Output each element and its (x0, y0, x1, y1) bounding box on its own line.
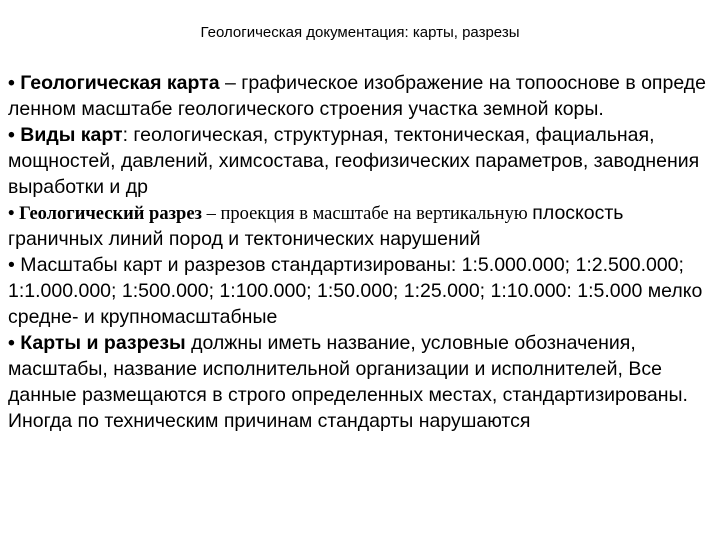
text-line (8, 122, 720, 148)
slide-title: Геологическая документация: карты, разрезы (200, 24, 520, 41)
text-line (8, 226, 720, 252)
bullet-geological-map (8, 70, 720, 122)
bullet-text: средне- и крупномасштабные (8, 306, 278, 328)
text-line (8, 252, 720, 278)
bullet-maps-and-sections (8, 330, 720, 434)
bullet-text: данные размещаются в строго определенных местах, стандартизированы. (8, 384, 688, 406)
bullet-text: мощностей, давлений, химсостава, геофизических параметров, заводнения (8, 150, 700, 172)
bullet-text: Иногда по техническим причинам стандарты нарушаются (8, 410, 531, 432)
text-line (8, 174, 720, 200)
bullet-map-types (8, 122, 720, 200)
text-line (8, 356, 720, 382)
bullet-text: – проекция в масштабе на вертикальную (201, 204, 533, 224)
slide-body (8, 70, 720, 434)
bullet-text: • Масштабы карт и разрезов стандартизированы: 1:5.000.000; 1:2.500.000; (8, 254, 684, 276)
text-line (8, 278, 720, 304)
bullet-text: должны иметь название, условные обозначения, (185, 332, 636, 354)
text-line (8, 200, 720, 226)
text-line (8, 304, 720, 330)
bullet-text: – графическое изображение на топооснове в опреде (219, 72, 706, 94)
bullet-text: масштабы, название исполнительной организации и исполнителей, Все (8, 358, 662, 380)
bullet-geological-section (8, 200, 720, 252)
text-line (8, 96, 720, 122)
text-line (8, 408, 720, 434)
text-line (8, 148, 720, 174)
bullet-term: • Виды карт (8, 124, 123, 146)
text-line (8, 382, 720, 408)
bullet-term: • Карты и разрезы (8, 332, 186, 354)
bullet-term: • Геологическая карта (8, 72, 220, 94)
text-line (8, 330, 720, 356)
bullet-text: 1:1.000.000; 1:500.000; 1:100.000; 1:50.000; 1:25.000; 1:10.000: 1:5.000 мелко (8, 280, 703, 302)
text-line (8, 70, 720, 96)
bullet-text: выработки и др (8, 176, 148, 198)
bullet-text: граничных линий пород и тектонических нарушений (8, 228, 481, 250)
bullet-term: • Геологический разрез (8, 204, 202, 224)
bullet-text: ленном масштабе геологического строения участка земной коры. (8, 98, 604, 120)
bullet-text: плоскость (532, 202, 624, 224)
bullet-text: : геологическая, структурная, тектоническая, фациальная, (122, 124, 655, 146)
bullet-scales (8, 252, 720, 330)
